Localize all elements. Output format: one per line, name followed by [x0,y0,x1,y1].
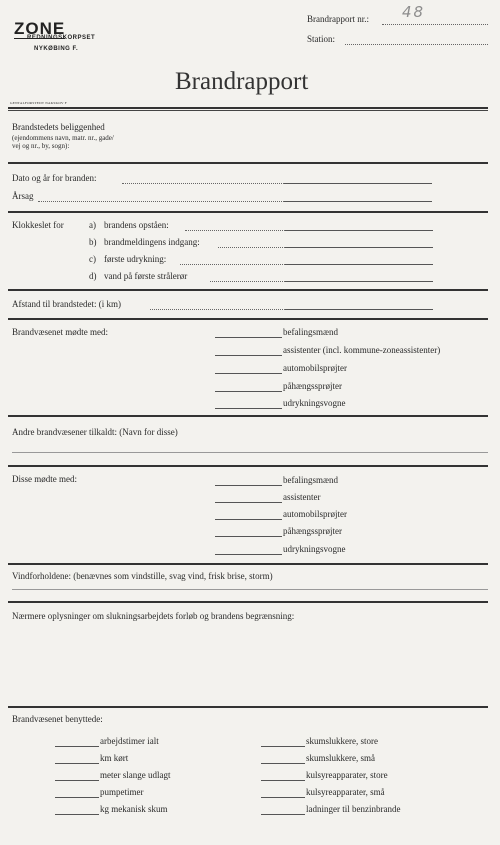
location-label: Brandstedets beliggenhed [12,122,105,132]
times-label: Klokkeslet for [12,220,64,230]
fire-dept-item-3: automobilsprøjter [283,363,347,373]
used-left-item-5: kg mekanisk skum [100,804,168,814]
fire-dept-item-1: befalingsmænd [283,327,338,337]
fire-dept-item-4: påhængssprøjter [283,381,342,391]
wind-field[interactable] [12,589,488,590]
these-count-field-5[interactable] [215,554,282,555]
used-right-item-2: skumslukkere, små [306,753,375,763]
these-item-2: assistenter [283,492,321,502]
time-item-label-b: brandmeldingens indgang: [104,237,200,247]
used-left-item-2: km kørt [100,753,129,763]
used-left-field-1[interactable] [55,746,99,747]
station-line[interactable] [345,44,488,45]
distance-label: Afstand til brandstedet: (i km) [12,299,121,309]
time-item-label-c: første udrykning: [104,254,167,264]
time-dots-c [180,264,285,265]
page-title: Brandrapport [175,68,309,95]
used-right-field-2[interactable] [261,763,305,764]
time-item-letter-c: c) [89,254,96,264]
section-divider [8,415,488,417]
distance-field[interactable] [285,309,433,310]
time-item-letter-a: a) [89,220,96,230]
these-item-4: påhængssprøjter [283,526,342,536]
date-field[interactable] [284,183,432,184]
logo-corps-text: REDNINGSKORPSET [27,35,96,41]
logo-city-text: NYKØBING F. [34,46,79,52]
section-divider [8,211,488,213]
used-left-item-4: pumpetimer [100,787,144,797]
fire-dept-item-5: udrykningsvogne [283,398,346,408]
used-label: Brandvæsenet benyttede: [12,714,103,724]
time-field-a[interactable] [285,230,433,231]
distance-dots [150,309,285,310]
used-right-field-5[interactable] [261,814,305,815]
wind-label: Vindforholdene: (benævnes som vindstille, svag vind, frisk brise, storm) [12,571,273,581]
report-number-label: Brandrapport nr.: [307,14,369,24]
fire-dept-met-label: Brandvæsenet mødte med: [12,327,108,337]
time-item-letter-b: b) [89,237,97,247]
used-right-item-4: kulsyreapparater, små [306,787,385,797]
time-field-c[interactable] [285,264,433,265]
section-divider [8,706,488,708]
section-divider [8,289,488,291]
cause-field[interactable] [284,201,432,202]
used-right-item-1: skumslukkere, store [306,736,378,746]
printer-imprint: GENTALFORSTEDT NAKSKOV F [10,101,67,105]
time-dots-d [210,281,285,282]
time-field-b[interactable] [285,247,433,248]
other-dept-field[interactable] [12,452,488,453]
time-dots-a [185,230,285,231]
used-right-item-3: kulsyreapparater, store [306,770,388,780]
details-label: Nærmere oplysninger om slukningsarbejdets forløb og brandens begrænsning: [12,611,295,621]
these-count-field-2[interactable] [215,502,282,503]
used-left-field-2[interactable] [55,763,99,764]
station-label: Station: [307,34,336,44]
section-divider [8,601,488,603]
time-dots-b [218,247,285,248]
these-item-1: befalingsmænd [283,475,338,485]
used-left-field-5[interactable] [55,814,99,815]
title-divider [8,107,488,109]
these-met-label: Disse mødte med: [12,474,77,484]
these-item-3: automobilsprøjter [283,509,347,519]
section-divider [8,563,488,565]
cause-label: Årsag [12,191,34,201]
used-right-field-4[interactable] [261,797,305,798]
fire-dept-count-field-3[interactable] [215,373,282,374]
section-divider [8,465,488,467]
time-item-label-d: vand på første strålerør [104,271,188,281]
title-divider-thin [8,110,488,111]
used-left-item-1: arbejdstimer ialt [100,736,159,746]
section-divider [8,162,488,164]
used-right-field-1[interactable] [261,746,305,747]
fire-dept-item-2: assistenter (incl. kommune-zoneassistenter) [283,345,441,355]
used-right-item-5: ladninger til benzinbrande [306,804,401,814]
these-item-5: udrykningsvogne [283,544,346,554]
date-label: Dato og år for branden: [12,173,97,183]
these-count-field-3[interactable] [215,519,282,520]
details-area[interactable] [12,628,488,702]
these-count-field-4[interactable] [215,536,282,537]
location-hint-1: (ejendommens navn, matr. nr., gade/ [12,134,114,142]
report-number-line[interactable] [382,24,488,25]
used-left-item-3: meter slange udlagt [100,770,171,780]
date-dots [122,183,284,184]
these-count-field-1[interactable] [215,485,282,486]
report-number-value: 48 [402,3,426,21]
cause-dots [38,201,284,202]
used-left-field-4[interactable] [55,797,99,798]
fire-dept-count-field-5[interactable] [215,408,282,409]
time-item-letter-d: d) [89,271,97,281]
other-dept-label: Andre brandvæsener tilkaldt: (Navn for disse) [12,427,178,437]
used-right-field-3[interactable] [261,780,305,781]
time-item-label-a: brandens opståen: [104,220,169,230]
fire-dept-count-field-2[interactable] [215,355,282,356]
fire-dept-count-field-4[interactable] [215,391,282,392]
time-field-d[interactable] [285,281,433,282]
used-left-field-3[interactable] [55,780,99,781]
section-divider [8,318,488,320]
fire-dept-count-field-1[interactable] [215,337,282,338]
location-hint-2: vej og nr., by, sogn): [12,142,70,150]
logo-zone-text: ZONE [14,19,66,38]
